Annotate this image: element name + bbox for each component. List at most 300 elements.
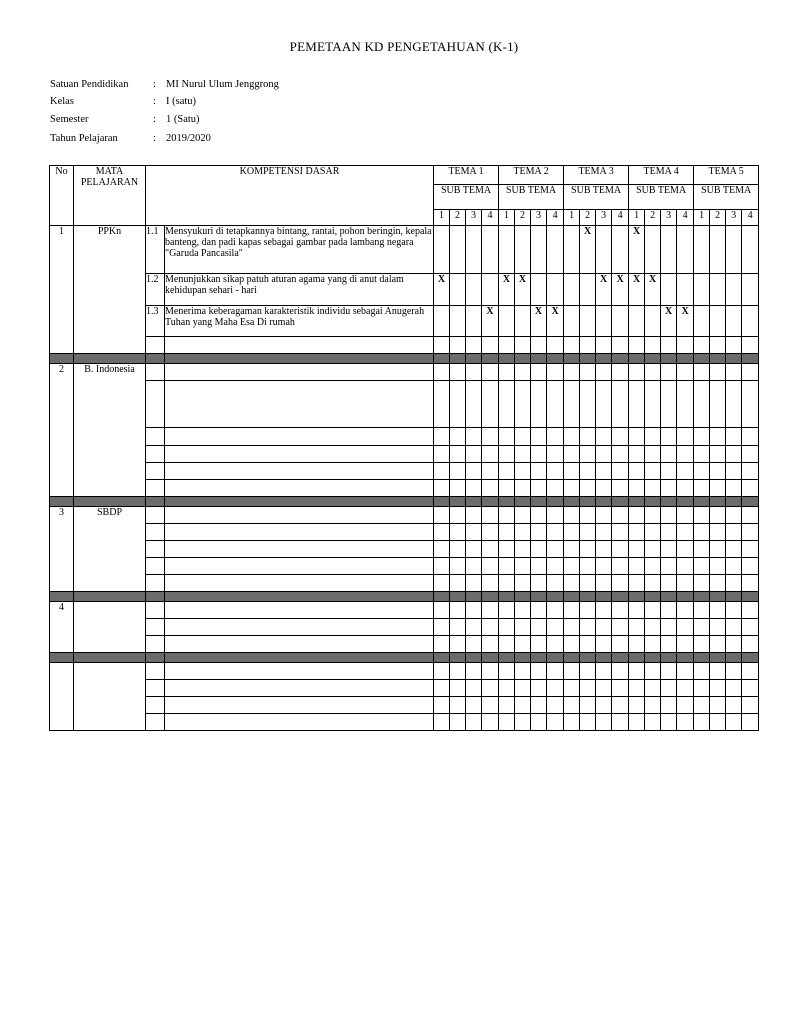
separator-cell <box>742 497 759 507</box>
grid-cell <box>450 602 466 619</box>
grid-cell <box>742 381 759 428</box>
header-sub-number: 2 <box>515 210 531 226</box>
kd-text <box>165 381 434 428</box>
separator-cell <box>450 354 466 364</box>
info-value: 2019/2020 <box>166 133 211 144</box>
grid-cell <box>466 507 482 524</box>
header-sub-number: 1 <box>499 210 515 226</box>
grid-cell <box>629 463 645 480</box>
grid-cell <box>596 697 612 714</box>
grid-cell <box>499 463 515 480</box>
grid-cell <box>482 463 499 480</box>
grid-cell <box>531 575 547 592</box>
grid-cell <box>726 575 742 592</box>
table-row <box>50 428 759 446</box>
grid-cell <box>710 480 726 497</box>
grid-cell <box>710 558 726 575</box>
table-row <box>50 480 759 497</box>
separator-cell <box>146 354 165 364</box>
grid-cell <box>694 636 710 653</box>
grid-cell <box>677 619 694 636</box>
grid-cell <box>677 575 694 592</box>
grid-cell <box>742 575 759 592</box>
grid-cell <box>742 680 759 697</box>
kd-text <box>165 602 434 619</box>
grid-cell <box>596 558 612 575</box>
header-sub-number: 4 <box>677 210 694 226</box>
grid-cell <box>466 541 482 558</box>
separator-cell <box>726 354 742 364</box>
info-value: I (satu) <box>166 96 197 107</box>
grid-cell <box>710 714 726 731</box>
grid-cell <box>677 446 694 463</box>
grid-cell <box>580 364 596 381</box>
grid-cell <box>742 541 759 558</box>
grid-cell <box>645 714 661 731</box>
table-row <box>50 558 759 575</box>
grid-cell <box>677 636 694 653</box>
grid-cell <box>547 446 564 463</box>
mark-cell: X <box>434 274 450 306</box>
grid-cell <box>742 480 759 497</box>
kd-text <box>165 428 434 446</box>
grid-cell <box>466 306 482 337</box>
grid-cell <box>710 428 726 446</box>
header-sub-tema: SUB TEMA <box>434 185 499 210</box>
separator-cell <box>74 653 146 663</box>
table-row <box>50 446 759 463</box>
separator-cell <box>742 592 759 602</box>
info-colon: : <box>153 114 156 125</box>
grid-cell <box>661 558 677 575</box>
table-row <box>50 306 759 337</box>
grid-cell <box>661 226 677 274</box>
grid-cell <box>629 636 645 653</box>
separator-cell <box>580 354 596 364</box>
grid-cell <box>677 428 694 446</box>
mark-cell: X <box>499 274 515 306</box>
grid-cell <box>596 541 612 558</box>
grid-cell <box>450 680 466 697</box>
grid-cell <box>564 575 580 592</box>
separator-cell <box>165 592 434 602</box>
header-sub-tema: SUB TEMA <box>629 185 694 210</box>
grid-cell <box>742 619 759 636</box>
grid-cell <box>726 524 742 541</box>
table-row <box>50 226 759 274</box>
kd-mapping-table <box>49 165 759 731</box>
grid-cell <box>466 446 482 463</box>
grid-cell <box>645 680 661 697</box>
separator-cell <box>742 653 759 663</box>
grid-cell <box>612 381 629 428</box>
grid-cell <box>694 714 710 731</box>
grid-cell <box>661 507 677 524</box>
grid-cell <box>612 226 629 274</box>
separator-cell <box>710 592 726 602</box>
grid-cell <box>694 306 710 337</box>
grid-cell <box>434 541 450 558</box>
separator-cell <box>434 592 450 602</box>
grid-cell <box>694 274 710 306</box>
mark-cell: X <box>661 306 677 337</box>
grid-cell <box>531 381 547 428</box>
grid-cell <box>726 714 742 731</box>
table-row <box>50 575 759 592</box>
grid-cell <box>547 337 564 354</box>
grid-cell <box>482 446 499 463</box>
grid-cell <box>531 480 547 497</box>
separator-cell <box>50 592 74 602</box>
grid-cell <box>499 636 515 653</box>
grid-cell <box>694 697 710 714</box>
header-mata-pelajaran: MATA PELAJARAN <box>74 166 146 226</box>
grid-cell <box>499 306 515 337</box>
grid-cell <box>580 507 596 524</box>
grid-cell <box>450 714 466 731</box>
grid-cell <box>677 680 694 697</box>
header-sub-number: 3 <box>531 210 547 226</box>
grid-cell <box>466 524 482 541</box>
grid-cell <box>645 663 661 680</box>
grid-cell <box>434 226 450 274</box>
grid-cell <box>742 446 759 463</box>
grid-cell <box>482 541 499 558</box>
separator-cell <box>531 592 547 602</box>
grid-cell <box>499 575 515 592</box>
separator-cell <box>677 497 694 507</box>
grid-cell <box>466 714 482 731</box>
separator-cell <box>710 354 726 364</box>
grid-cell <box>596 428 612 446</box>
grid-cell <box>450 480 466 497</box>
grid-cell <box>742 714 759 731</box>
grid-cell <box>612 428 629 446</box>
grid-cell <box>645 446 661 463</box>
subject-number: 3 <box>50 507 74 592</box>
separator-cell <box>661 497 677 507</box>
grid-cell <box>580 428 596 446</box>
grid-cell <box>742 602 759 619</box>
kd-number <box>146 428 165 446</box>
grid-cell <box>596 446 612 463</box>
info-colon: : <box>153 79 156 90</box>
grid-cell <box>499 226 515 274</box>
grid-cell <box>726 446 742 463</box>
info-label: Tahun Pelajaran <box>50 133 118 144</box>
grid-cell <box>694 575 710 592</box>
grid-cell <box>726 558 742 575</box>
grid-cell <box>629 381 645 428</box>
grid-cell <box>710 364 726 381</box>
grid-cell <box>515 680 531 697</box>
grid-cell <box>742 364 759 381</box>
separator-cell <box>629 592 645 602</box>
grid-cell <box>515 619 531 636</box>
kd-text: Menerima keberagaman karakteristik individu sebagai Anugerah Tuhan yang Maha Esa Di rumah <box>165 306 434 337</box>
separator-cell <box>694 497 710 507</box>
grid-cell <box>531 446 547 463</box>
mark-cell: X <box>482 306 499 337</box>
grid-cell <box>629 428 645 446</box>
grid-cell <box>661 463 677 480</box>
grid-cell <box>612 663 629 680</box>
kd-number <box>146 463 165 480</box>
grid-cell <box>596 337 612 354</box>
table-row <box>50 337 759 354</box>
separator-cell <box>612 497 629 507</box>
grid-cell <box>482 697 499 714</box>
info-label: Semester <box>50 114 89 125</box>
grid-cell <box>694 619 710 636</box>
grid-cell <box>515 306 531 337</box>
mark-cell: X <box>677 306 694 337</box>
grid-cell <box>434 507 450 524</box>
grid-cell <box>710 697 726 714</box>
grid-cell <box>596 602 612 619</box>
header-sub-number: 3 <box>596 210 612 226</box>
grid-cell <box>547 274 564 306</box>
grid-cell <box>742 663 759 680</box>
grid-cell <box>645 697 661 714</box>
grid-cell <box>645 226 661 274</box>
table-row <box>50 507 759 524</box>
grid-cell <box>499 663 515 680</box>
separator-cell <box>547 653 564 663</box>
separator-cell <box>450 497 466 507</box>
grid-cell <box>645 507 661 524</box>
grid-cell <box>466 381 482 428</box>
grid-cell <box>596 575 612 592</box>
mark-cell: X <box>645 274 661 306</box>
separator-cell <box>629 354 645 364</box>
grid-cell <box>694 524 710 541</box>
grid-cell <box>580 306 596 337</box>
mark-cell: X <box>580 226 596 274</box>
grid-cell <box>645 364 661 381</box>
grid-cell <box>694 558 710 575</box>
grid-cell <box>547 524 564 541</box>
table-row <box>50 602 759 619</box>
grid-cell <box>726 619 742 636</box>
kd-number <box>146 524 165 541</box>
separator-cell <box>596 592 612 602</box>
separator-cell <box>726 653 742 663</box>
separator-cell <box>645 653 661 663</box>
grid-cell <box>710 226 726 274</box>
grid-cell <box>677 463 694 480</box>
separator-cell <box>596 653 612 663</box>
grid-cell <box>710 663 726 680</box>
grid-cell <box>677 697 694 714</box>
grid-cell <box>434 680 450 697</box>
grid-cell <box>661 619 677 636</box>
separator-cell <box>146 592 165 602</box>
grid-cell <box>531 364 547 381</box>
grid-cell <box>726 602 742 619</box>
grid-cell <box>450 636 466 653</box>
grid-cell <box>434 446 450 463</box>
header-sub-tema: SUB TEMA <box>564 185 629 210</box>
grid-cell <box>726 226 742 274</box>
grid-cell <box>726 463 742 480</box>
grid-cell <box>596 524 612 541</box>
separator-row <box>50 497 759 507</box>
grid-cell <box>629 663 645 680</box>
kd-text <box>165 524 434 541</box>
grid-cell <box>531 636 547 653</box>
grid-cell <box>710 337 726 354</box>
grid-cell <box>564 636 580 653</box>
grid-cell <box>564 507 580 524</box>
grid-cell <box>531 463 547 480</box>
header-tema-4: TEMA 4 <box>629 166 694 185</box>
table-row <box>50 524 759 541</box>
grid-cell <box>645 306 661 337</box>
grid-cell <box>531 428 547 446</box>
separator-cell <box>694 592 710 602</box>
grid-cell <box>580 480 596 497</box>
grid-cell <box>645 337 661 354</box>
grid-cell <box>515 381 531 428</box>
grid-cell <box>531 274 547 306</box>
grid-cell <box>466 680 482 697</box>
grid-cell <box>482 480 499 497</box>
separator-cell <box>580 497 596 507</box>
grid-cell <box>482 663 499 680</box>
grid-cell <box>564 524 580 541</box>
header-sub-number: 1 <box>629 210 645 226</box>
grid-cell <box>661 697 677 714</box>
grid-cell <box>596 619 612 636</box>
header-sub-number: 3 <box>466 210 482 226</box>
grid-cell <box>645 428 661 446</box>
grid-cell <box>580 541 596 558</box>
grid-cell <box>661 602 677 619</box>
grid-cell <box>612 446 629 463</box>
grid-cell <box>434 558 450 575</box>
grid-cell <box>677 337 694 354</box>
separator-cell <box>547 592 564 602</box>
grid-cell <box>515 558 531 575</box>
kd-number <box>146 364 165 381</box>
kd-number <box>146 602 165 619</box>
separator-cell <box>499 497 515 507</box>
grid-cell <box>612 602 629 619</box>
grid-cell <box>677 274 694 306</box>
grid-cell <box>482 507 499 524</box>
info-colon: : <box>153 96 156 107</box>
grid-cell <box>661 428 677 446</box>
kd-number: 1.1 <box>146 226 165 274</box>
grid-cell <box>612 507 629 524</box>
kd-text <box>165 507 434 524</box>
grid-cell <box>580 558 596 575</box>
grid-cell <box>434 602 450 619</box>
separator-cell <box>677 592 694 602</box>
kd-text <box>165 619 434 636</box>
grid-cell <box>547 558 564 575</box>
header-sub-number: 2 <box>450 210 466 226</box>
grid-cell <box>564 541 580 558</box>
separator-cell <box>710 497 726 507</box>
table-row <box>50 663 759 680</box>
grid-cell <box>726 381 742 428</box>
grid-cell <box>564 714 580 731</box>
grid-cell <box>629 364 645 381</box>
kd-text <box>165 697 434 714</box>
separator-cell <box>661 653 677 663</box>
grid-cell <box>450 507 466 524</box>
grid-cell <box>450 446 466 463</box>
grid-cell <box>499 541 515 558</box>
grid-cell <box>450 524 466 541</box>
mark-cell: X <box>547 306 564 337</box>
header-sub-number: 3 <box>661 210 677 226</box>
grid-cell <box>450 274 466 306</box>
grid-cell <box>694 337 710 354</box>
grid-cell <box>629 541 645 558</box>
grid-cell <box>499 428 515 446</box>
grid-cell <box>710 575 726 592</box>
grid-cell <box>612 558 629 575</box>
separator-cell <box>547 354 564 364</box>
grid-cell <box>499 602 515 619</box>
table-row <box>50 463 759 480</box>
separator-cell <box>482 653 499 663</box>
separator-cell <box>499 592 515 602</box>
header-kompetensi-dasar: KOMPETENSI DASAR <box>146 166 434 226</box>
kd-text <box>165 541 434 558</box>
header-sub-number: 1 <box>694 210 710 226</box>
separator-cell <box>499 653 515 663</box>
separator-cell <box>165 653 434 663</box>
grid-cell <box>482 524 499 541</box>
grid-cell <box>677 602 694 619</box>
kd-text <box>165 663 434 680</box>
grid-cell <box>499 507 515 524</box>
grid-cell <box>434 381 450 428</box>
grid-cell <box>564 680 580 697</box>
kd-text <box>165 463 434 480</box>
grid-cell <box>564 463 580 480</box>
kd-text <box>165 636 434 653</box>
grid-cell <box>629 524 645 541</box>
header-sub-number: 2 <box>710 210 726 226</box>
grid-cell <box>482 381 499 428</box>
grid-cell <box>661 364 677 381</box>
grid-cell <box>547 381 564 428</box>
info-label: Satuan Pendidikan <box>50 79 129 90</box>
grid-cell <box>499 381 515 428</box>
header-sub-number: 4 <box>482 210 499 226</box>
separator-cell <box>742 354 759 364</box>
grid-cell <box>434 364 450 381</box>
grid-cell <box>547 575 564 592</box>
grid-cell <box>645 558 661 575</box>
separator-cell <box>629 497 645 507</box>
grid-cell <box>434 463 450 480</box>
grid-cell <box>694 480 710 497</box>
grid-cell <box>645 381 661 428</box>
grid-cell <box>661 446 677 463</box>
kd-number <box>146 575 165 592</box>
grid-cell <box>612 480 629 497</box>
grid-cell <box>531 714 547 731</box>
header-tema-2: TEMA 2 <box>499 166 564 185</box>
mark-cell: X <box>596 274 612 306</box>
kd-number <box>146 714 165 731</box>
